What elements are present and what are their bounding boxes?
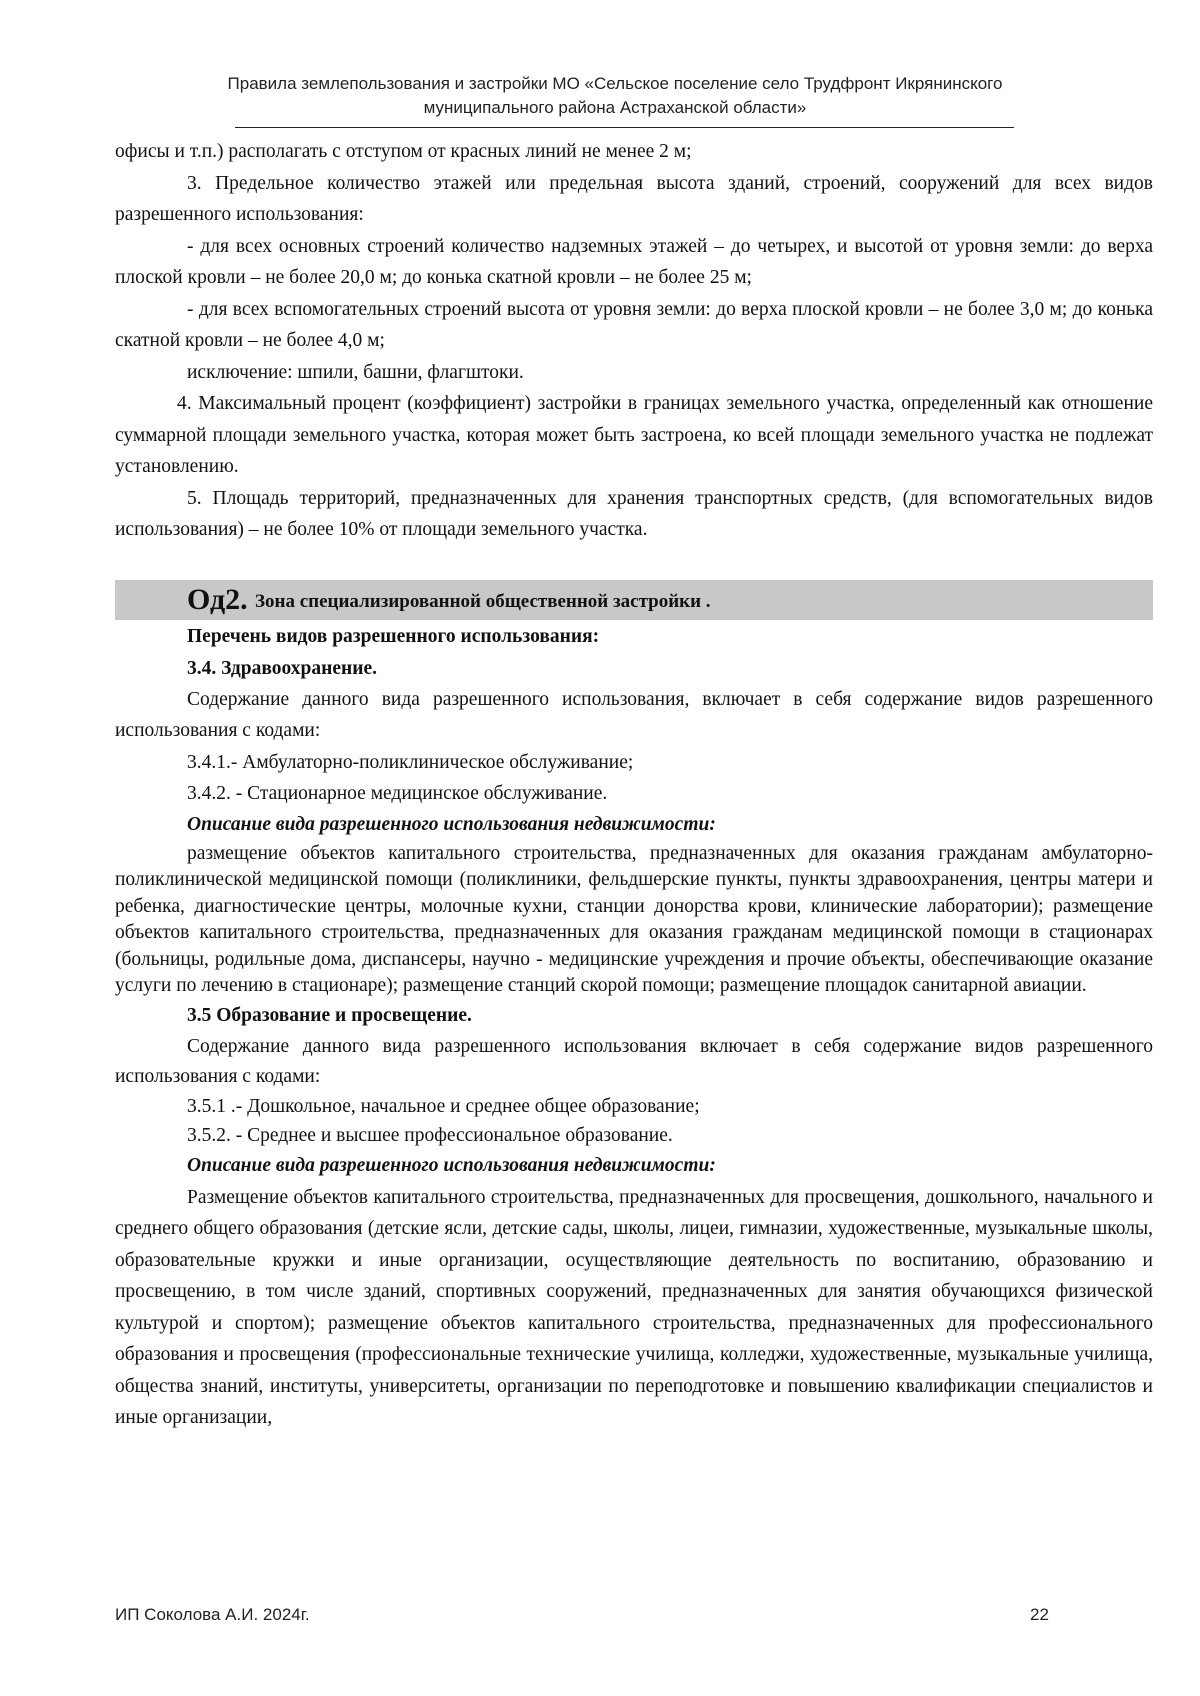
header-rule bbox=[235, 127, 1014, 128]
description-title-3-4: Описание вида разрешенного использования недвижимости: bbox=[187, 813, 716, 835]
heading-3-5: 3.5 Образование и просвещение. bbox=[187, 1004, 472, 1026]
code-3-4-2: 3.4.2. - Стационарное медицинское обслуживание. bbox=[187, 782, 608, 804]
paragraph-auxiliary-buildings: - для всех вспомогательных строений высота от уровня земли: до верха плоской кровли – не более 3,0 м; до конька скатной кровли – не более 4,0 м; bbox=[115, 298, 1153, 351]
paragraph-3-4-description: размещение объектов капитального строительства, предназначенных для оказания гражданам амбулаторно-поликлинической медицинской помощи (поликлиники, фельдшерские пункты, пункты здравоохранения, центры матери и ребенка, диагностические центры, молочные кухни, станции донорства крови, клинические лаборатории); размещение объектов капитального строительства, предназначенных для оказания гражданам медицинской помощи в стационарах (больницы, родильные дома, диспансеры, научно - медицинские учреждения и прочие объекты, обеспечивающие оказание услуги по лечению в стационаре); размещение станций скорой помощи; размещение площадок санитарной авиации. bbox=[115, 842, 1153, 996]
list-title: Перечень видов разрешенного использования: bbox=[187, 625, 600, 647]
zone-heading-bar bbox=[115, 580, 1153, 620]
document-body bbox=[115, 136, 1153, 1434]
paragraph-parking-area: 5. Площадь территорий, предназначенных для хранения транспортных средств, (для вспомогательных видов использования) – не более 10% от площади земельного участка. bbox=[115, 487, 1153, 540]
paragraph-offices: офисы и т.п.) располагать с отступом от красных линий не менее 2 м; bbox=[115, 141, 692, 162]
paragraph-3-5-description: Размещение объектов капитального строительства, предназначенных для просвещения, дошкольного, начального и среднего общего образования (детские ясли, детские сады, школы, лицеи, гимназии, художественные, музыкальные школы, образовательные кружки и иные организации, осуществляющие деятельность по воспитанию, образованию и просвещению, в том числе зданий, спортивных сооружений, предназначенных для занятия обучающихся физической культурой и спортом); размещение объектов капитального строительства, предназначенных для профессионального образования и просвещения (профессиональные технические училища, колледжи, художественные, музыкальные училища, общества знаний, институты, университеты, организации по переподготовке и повышению квалификации специалистов и иные организации, bbox=[115, 1186, 1153, 1428]
code-3-5-1: 3.5.1 .- Дошкольное, начальное и среднее общее образование; bbox=[187, 1095, 700, 1117]
header-line-1: Правила землепользования и застройки МО «Сельское поселение село Трудфронт Икрянинского bbox=[227, 74, 1003, 93]
paragraph-3-5-content: Содержание данного вида разрешенного использования включает в себя содержание видов разрешенного использования с кодами: bbox=[115, 1035, 1153, 1087]
zone-section bbox=[115, 620, 1153, 1434]
page-number: 22 bbox=[1030, 1605, 1049, 1624]
description-title-3-5: Описание вида разрешенного использования недвижимости: bbox=[187, 1154, 716, 1176]
zone-title: Зона специализированной общественной застройки . bbox=[255, 590, 711, 612]
zone-code: Од2. bbox=[187, 582, 248, 616]
paragraph-max-percent: 4. Максимальный процент (коэффициент) застройки в границах земельного участка, определенный как отношение суммарной площади земельного участка, которая может быть застроена, ко всей площади земельного участка не подлежат установлению. bbox=[115, 393, 1153, 477]
code-3-5-2: 3.5.2. - Среднее и высшее профессиональное образование. bbox=[187, 1124, 673, 1146]
paragraph-max-floors: 3. Предельное количество этажей или предельная высота зданий, строений, сооружений для всех видов разрешенного использования: bbox=[115, 172, 1153, 225]
code-3-4-1: 3.4.1.- Амбулаторно-поликлиническое обслуживание; bbox=[187, 751, 634, 773]
running-header bbox=[140, 72, 1090, 120]
paragraph-exceptions: исключение: шпили, башни, флагштоки. bbox=[187, 361, 524, 383]
paragraph-3-4-content: Содержание данного вида разрешенного использования, включает в себя содержание видов разрешенного использования с кодами: bbox=[115, 688, 1153, 741]
heading-3-4: 3.4. Здравоохранение. bbox=[187, 657, 378, 679]
header-line-2: муниципального района Астраханской области» bbox=[423, 98, 807, 117]
footer-author: ИП Соколова А.И. 2024г. bbox=[115, 1605, 310, 1624]
paragraph-main-buildings: - для всех основных строений количество надземных этажей – до четырех, и высотой от уровня земли: до верха плоской кровли – не более 20,0 м; до конька скатной кровли – не более 25 м; bbox=[115, 235, 1153, 288]
